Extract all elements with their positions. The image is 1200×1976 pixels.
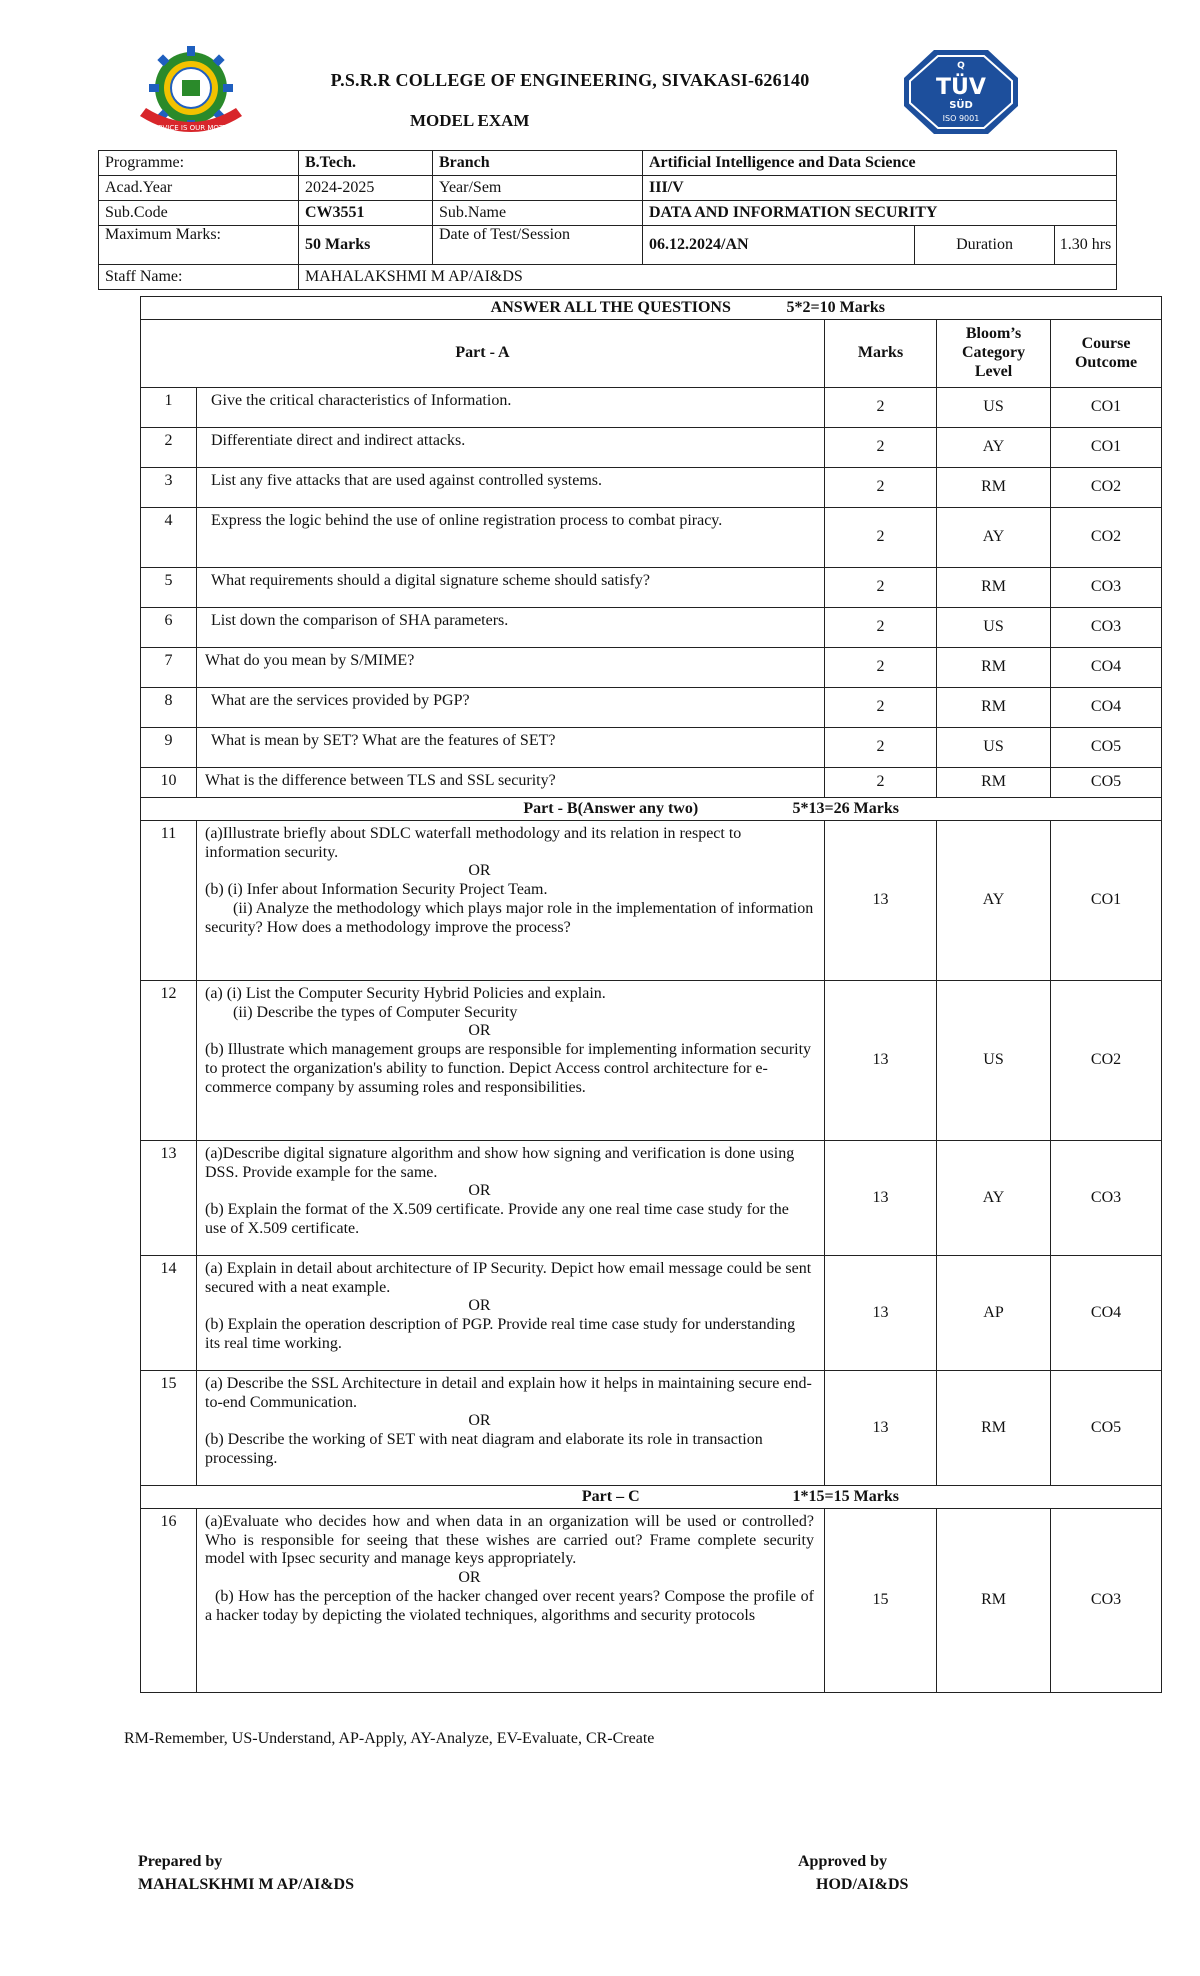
- part-b-heading: Part - B(Answer any two): [141, 798, 937, 821]
- question-marks: 13: [825, 981, 937, 1141]
- question-blooms: RM: [937, 688, 1051, 728]
- question-blooms: AY: [937, 508, 1051, 568]
- question-blooms: AP: [937, 1256, 1051, 1371]
- approved-label: Approved by: [798, 1853, 888, 1870]
- question-blooms: RM: [937, 1509, 1051, 1693]
- part-b-total: 5*13=26 Marks: [787, 798, 1012, 821]
- question-row-4: [141, 508, 1162, 568]
- question-blooms: RM: [937, 648, 1051, 688]
- question-text: [197, 821, 825, 981]
- question-number: 16: [141, 1509, 197, 1693]
- question-marks: 2: [825, 428, 937, 468]
- prepared-by: [138, 1850, 354, 1896]
- question-row-3: [141, 468, 1162, 508]
- duration-label: Duration: [915, 226, 1055, 265]
- question-blooms: US: [937, 388, 1051, 428]
- question-marks: 13: [825, 1141, 937, 1256]
- question-outcome: CO4: [1051, 688, 1162, 728]
- or-separator: OR: [468, 1412, 491, 1430]
- approved-name: HOD/AI&DS: [816, 1876, 909, 1894]
- question-text: List any five attacks that are used against controlled systems.: [197, 468, 825, 508]
- question-part-b: (b) Describe the working of SET with neat diagram and elaborate its role in transaction processing.: [205, 1431, 763, 1467]
- info-row-acad: [99, 176, 1117, 201]
- part-a-heading: Part - A: [141, 320, 825, 388]
- question-outcome: CO4: [1051, 1256, 1162, 1371]
- subname-value: DATA AND INFORMATION SECURITY: [643, 201, 1117, 226]
- question-number: 2: [141, 428, 197, 468]
- subcode-label: Sub.Code: [99, 201, 299, 226]
- question-row-15: [141, 1371, 1162, 1486]
- info-row-marks: [99, 226, 1117, 265]
- acad-label: Acad.Year: [99, 176, 299, 201]
- question-part-a-i: (a) (i) List the Computer Security Hybrid Policies and explain.: [205, 985, 606, 1002]
- college-logo: [132, 44, 250, 142]
- question-text: What is the difference between TLS and SSL security?: [197, 768, 825, 798]
- question-outcome: CO5: [1051, 728, 1162, 768]
- question-text: What do you mean by S/MIME?: [197, 648, 825, 688]
- question-text: [197, 1256, 825, 1371]
- question-number: 5: [141, 568, 197, 608]
- question-part-a: (a) Describe the SSL Architecture in detail and explain how it helps in maintaining secure end-to-end Communication.: [205, 1375, 812, 1411]
- question-outcome: CO2: [1051, 508, 1162, 568]
- question-number: 8: [141, 688, 197, 728]
- question-blooms: RM: [937, 1371, 1051, 1486]
- blooms-legend: RM-Remember, US-Understand, AP-Apply, AY-Analyze, EV-Evaluate, CR-Create: [124, 1730, 655, 1747]
- exam-info-table: [98, 150, 1117, 290]
- question-text: [197, 1509, 825, 1693]
- outcome-header: Course Outcome: [1051, 320, 1162, 388]
- or-separator: OR: [468, 862, 491, 880]
- yearsem-value: III/V: [643, 176, 1117, 201]
- question-row-16: [141, 1509, 1162, 1693]
- question-number: 1: [141, 388, 197, 428]
- question-part-a-ii: (ii) Describe the types of Computer Security: [233, 1003, 518, 1021]
- marks-header: Marks: [825, 320, 937, 388]
- question-outcome: CO3: [1051, 1141, 1162, 1256]
- question-outcome: CO5: [1051, 1371, 1162, 1486]
- question-marks: 13: [825, 1256, 937, 1371]
- question-blooms: RM: [937, 568, 1051, 608]
- info-row-subject: [99, 201, 1117, 226]
- part-a-rows: [141, 388, 1162, 798]
- question-number: 4: [141, 508, 197, 568]
- prepared-name: MAHALSKHMI M AP/AI&DS: [138, 1876, 354, 1894]
- question-marks: 2: [825, 468, 937, 508]
- question-text: Give the critical characteristics of Information.: [197, 388, 825, 428]
- question-row-7: [141, 648, 1162, 688]
- approved-by: [798, 1850, 908, 1896]
- question-row-13: [141, 1141, 1162, 1256]
- question-number: 11: [141, 821, 197, 981]
- question-marks: 13: [825, 1371, 937, 1486]
- answer-all-row: [141, 297, 1162, 320]
- branch-value: Artificial Intelligence and Data Science: [643, 151, 1117, 176]
- question-blooms: US: [937, 728, 1051, 768]
- part-c-heading: Part – C: [141, 1486, 937, 1509]
- question-marks: 13: [825, 821, 937, 981]
- question-row-1: [141, 388, 1162, 428]
- question-row-6: [141, 608, 1162, 648]
- question-text: What are the services provided by PGP?: [197, 688, 825, 728]
- question-outcome: CO1: [1051, 821, 1162, 981]
- question-outcome: CO5: [1051, 768, 1162, 798]
- question-outcome: CO2: [1051, 468, 1162, 508]
- tuv-iso: ISO 9001: [942, 114, 980, 123]
- question-part-b: (b) How has the perception of the hacker changed over recent years? Compose the profile of a hacker today by depicting the violated techniques, algorithms and security protocols: [205, 1587, 814, 1624]
- question-marks: 2: [825, 388, 937, 428]
- staff-value: MAHALAKSHMI M AP/AI&DS: [299, 265, 1117, 290]
- date-value: 06.12.2024/AN: [643, 226, 915, 265]
- duration-value: 1.30 hrs: [1055, 226, 1117, 265]
- answer-all-heading: ANSWER ALL THE QUESTIONS: [141, 297, 937, 320]
- question-outcome: CO3: [1051, 608, 1162, 648]
- question-text: List down the comparison of SHA parameters.: [197, 608, 825, 648]
- blooms-header: Bloom’s Category Level: [937, 320, 1051, 388]
- tuv-sud: SÜD: [949, 100, 973, 111]
- question-marks: 2: [825, 508, 937, 568]
- question-part-a: (a)Describe digital signature algorithm and show how signing and verification is done using DSS. Provide example for the same.: [205, 1145, 795, 1181]
- question-marks: 2: [825, 608, 937, 648]
- question-row-14: [141, 1256, 1162, 1371]
- branch-label: Branch: [433, 151, 643, 176]
- question-outcome: CO1: [1051, 388, 1162, 428]
- question-row-5: [141, 568, 1162, 608]
- question-text: What is mean by SET? What are the features of SET?: [197, 728, 825, 768]
- subname-label: Sub.Name: [433, 201, 643, 226]
- or-separator: OR: [468, 1182, 491, 1200]
- question-blooms: US: [937, 608, 1051, 648]
- logo-motto: SERVICE IS OUR MOTTO: [149, 124, 233, 132]
- question-number: 13: [141, 1141, 197, 1256]
- staff-label: Staff Name:: [99, 265, 299, 290]
- questions-table: [140, 296, 1162, 1693]
- part-c-total: 1*15=15 Marks: [787, 1486, 1012, 1509]
- question-blooms: US: [937, 981, 1051, 1141]
- question-outcome: CO3: [1051, 1509, 1162, 1693]
- question-part-b: (b) Explain the operation description of PGP. Provide real time case study for understanding its real time working.: [205, 1316, 796, 1352]
- question-blooms: RM: [937, 468, 1051, 508]
- tuv-q: Q: [957, 61, 965, 71]
- or-separator: OR: [458, 1569, 481, 1587]
- question-marks: 2: [825, 688, 937, 728]
- question-part-a: (a)Evaluate who decides how and when data in an organization will be used or controlled? Who is responsible for seeing that these wishes are carried out? Frame complete security model with Ipsec security and manage keys appropriately.: [205, 1513, 814, 1568]
- programme-label: Programme:: [99, 151, 299, 176]
- question-outcome: CO4: [1051, 648, 1162, 688]
- tuv-iso-logo: [902, 48, 1020, 136]
- yearsem-label: Year/Sem: [433, 176, 643, 201]
- part-a-header-row: [141, 320, 1162, 388]
- question-number: 3: [141, 468, 197, 508]
- info-row-programme: [99, 151, 1117, 176]
- part-a-total: 5*2=10 Marks: [787, 297, 1012, 320]
- question-text: What requirements should a digital signature scheme should satisfy?: [197, 568, 825, 608]
- question-marks: 2: [825, 768, 937, 798]
- exam-title: MODEL EXAM: [410, 111, 530, 130]
- question-outcome: CO3: [1051, 568, 1162, 608]
- question-blooms: AY: [937, 428, 1051, 468]
- question-row-10: [141, 768, 1162, 798]
- question-outcome: CO1: [1051, 428, 1162, 468]
- subcode-value: CW3551: [299, 201, 433, 226]
- programme-value: B.Tech.: [299, 151, 433, 176]
- question-part-b-ii: (ii) Analyze the methodology which plays major role in the implementation of information security? How does a methodology improve the process?: [205, 899, 814, 936]
- question-row-11: [141, 821, 1162, 981]
- part-c-header-row: [141, 1486, 1162, 1509]
- question-number: 15: [141, 1371, 197, 1486]
- question-part-a: (a) Explain in detail about architecture of IP Security. Depict how email message could be sent secured with a neat example.: [205, 1260, 812, 1296]
- college-name: P.S.R.R COLLEGE OF ENGINEERING, SIVAKASI-626140: [330, 70, 810, 90]
- question-marks: 15: [825, 1509, 937, 1693]
- date-label: Date of Test/Session: [433, 226, 643, 265]
- question-marks: 2: [825, 728, 937, 768]
- part-b-header-row: [141, 798, 1162, 821]
- question-part-b: (b) Illustrate which management groups are responsible for implementing information security to protect the organization's ability to function. Depict Access control architecture for e-commerce company by assuming roles and responsibilities.: [205, 1041, 812, 1096]
- question-number: 12: [141, 981, 197, 1141]
- or-separator: OR: [468, 1297, 491, 1315]
- question-blooms: AY: [937, 1141, 1051, 1256]
- question-number: 9: [141, 728, 197, 768]
- tuv-text: TÜV: [936, 75, 986, 100]
- question-marks: 2: [825, 568, 937, 608]
- question-number: 10: [141, 768, 197, 798]
- question-text: Differentiate direct and indirect attacks.: [197, 428, 825, 468]
- question-row-9: [141, 728, 1162, 768]
- or-separator: OR: [468, 1022, 491, 1040]
- question-blooms: AY: [937, 821, 1051, 981]
- prepared-label: Prepared by: [138, 1853, 223, 1870]
- question-row-12: [141, 981, 1162, 1141]
- question-number: 14: [141, 1256, 197, 1371]
- question-row-8: [141, 688, 1162, 728]
- question-part-a: (a)Illustrate briefly about SDLC waterfall methodology and its relation in respect to information security.: [205, 825, 742, 861]
- question-text: [197, 981, 825, 1141]
- info-row-staff: [99, 265, 1117, 290]
- question-marks: 2: [825, 648, 937, 688]
- question-number: 7: [141, 648, 197, 688]
- question-part-b: (b) Explain the format of the X.509 certificate. Provide any one real time case study for the use of X.509 certificate.: [205, 1201, 789, 1237]
- question-number: 6: [141, 608, 197, 648]
- acad-value: 2024-2025: [299, 176, 433, 201]
- maxmarks-value: 50 Marks: [299, 226, 433, 265]
- maxmarks-label: Maximum Marks:: [99, 226, 299, 265]
- question-blooms: RM: [937, 768, 1051, 798]
- question-row-2: [141, 428, 1162, 468]
- question-text: [197, 1141, 825, 1256]
- question-part-b-i: (b) (i) Infer about Information Security Project Team.: [205, 881, 548, 899]
- question-text: Express the logic behind the use of online registration process to combat piracy.: [197, 508, 825, 568]
- question-outcome: CO2: [1051, 981, 1162, 1141]
- question-text: [197, 1371, 825, 1486]
